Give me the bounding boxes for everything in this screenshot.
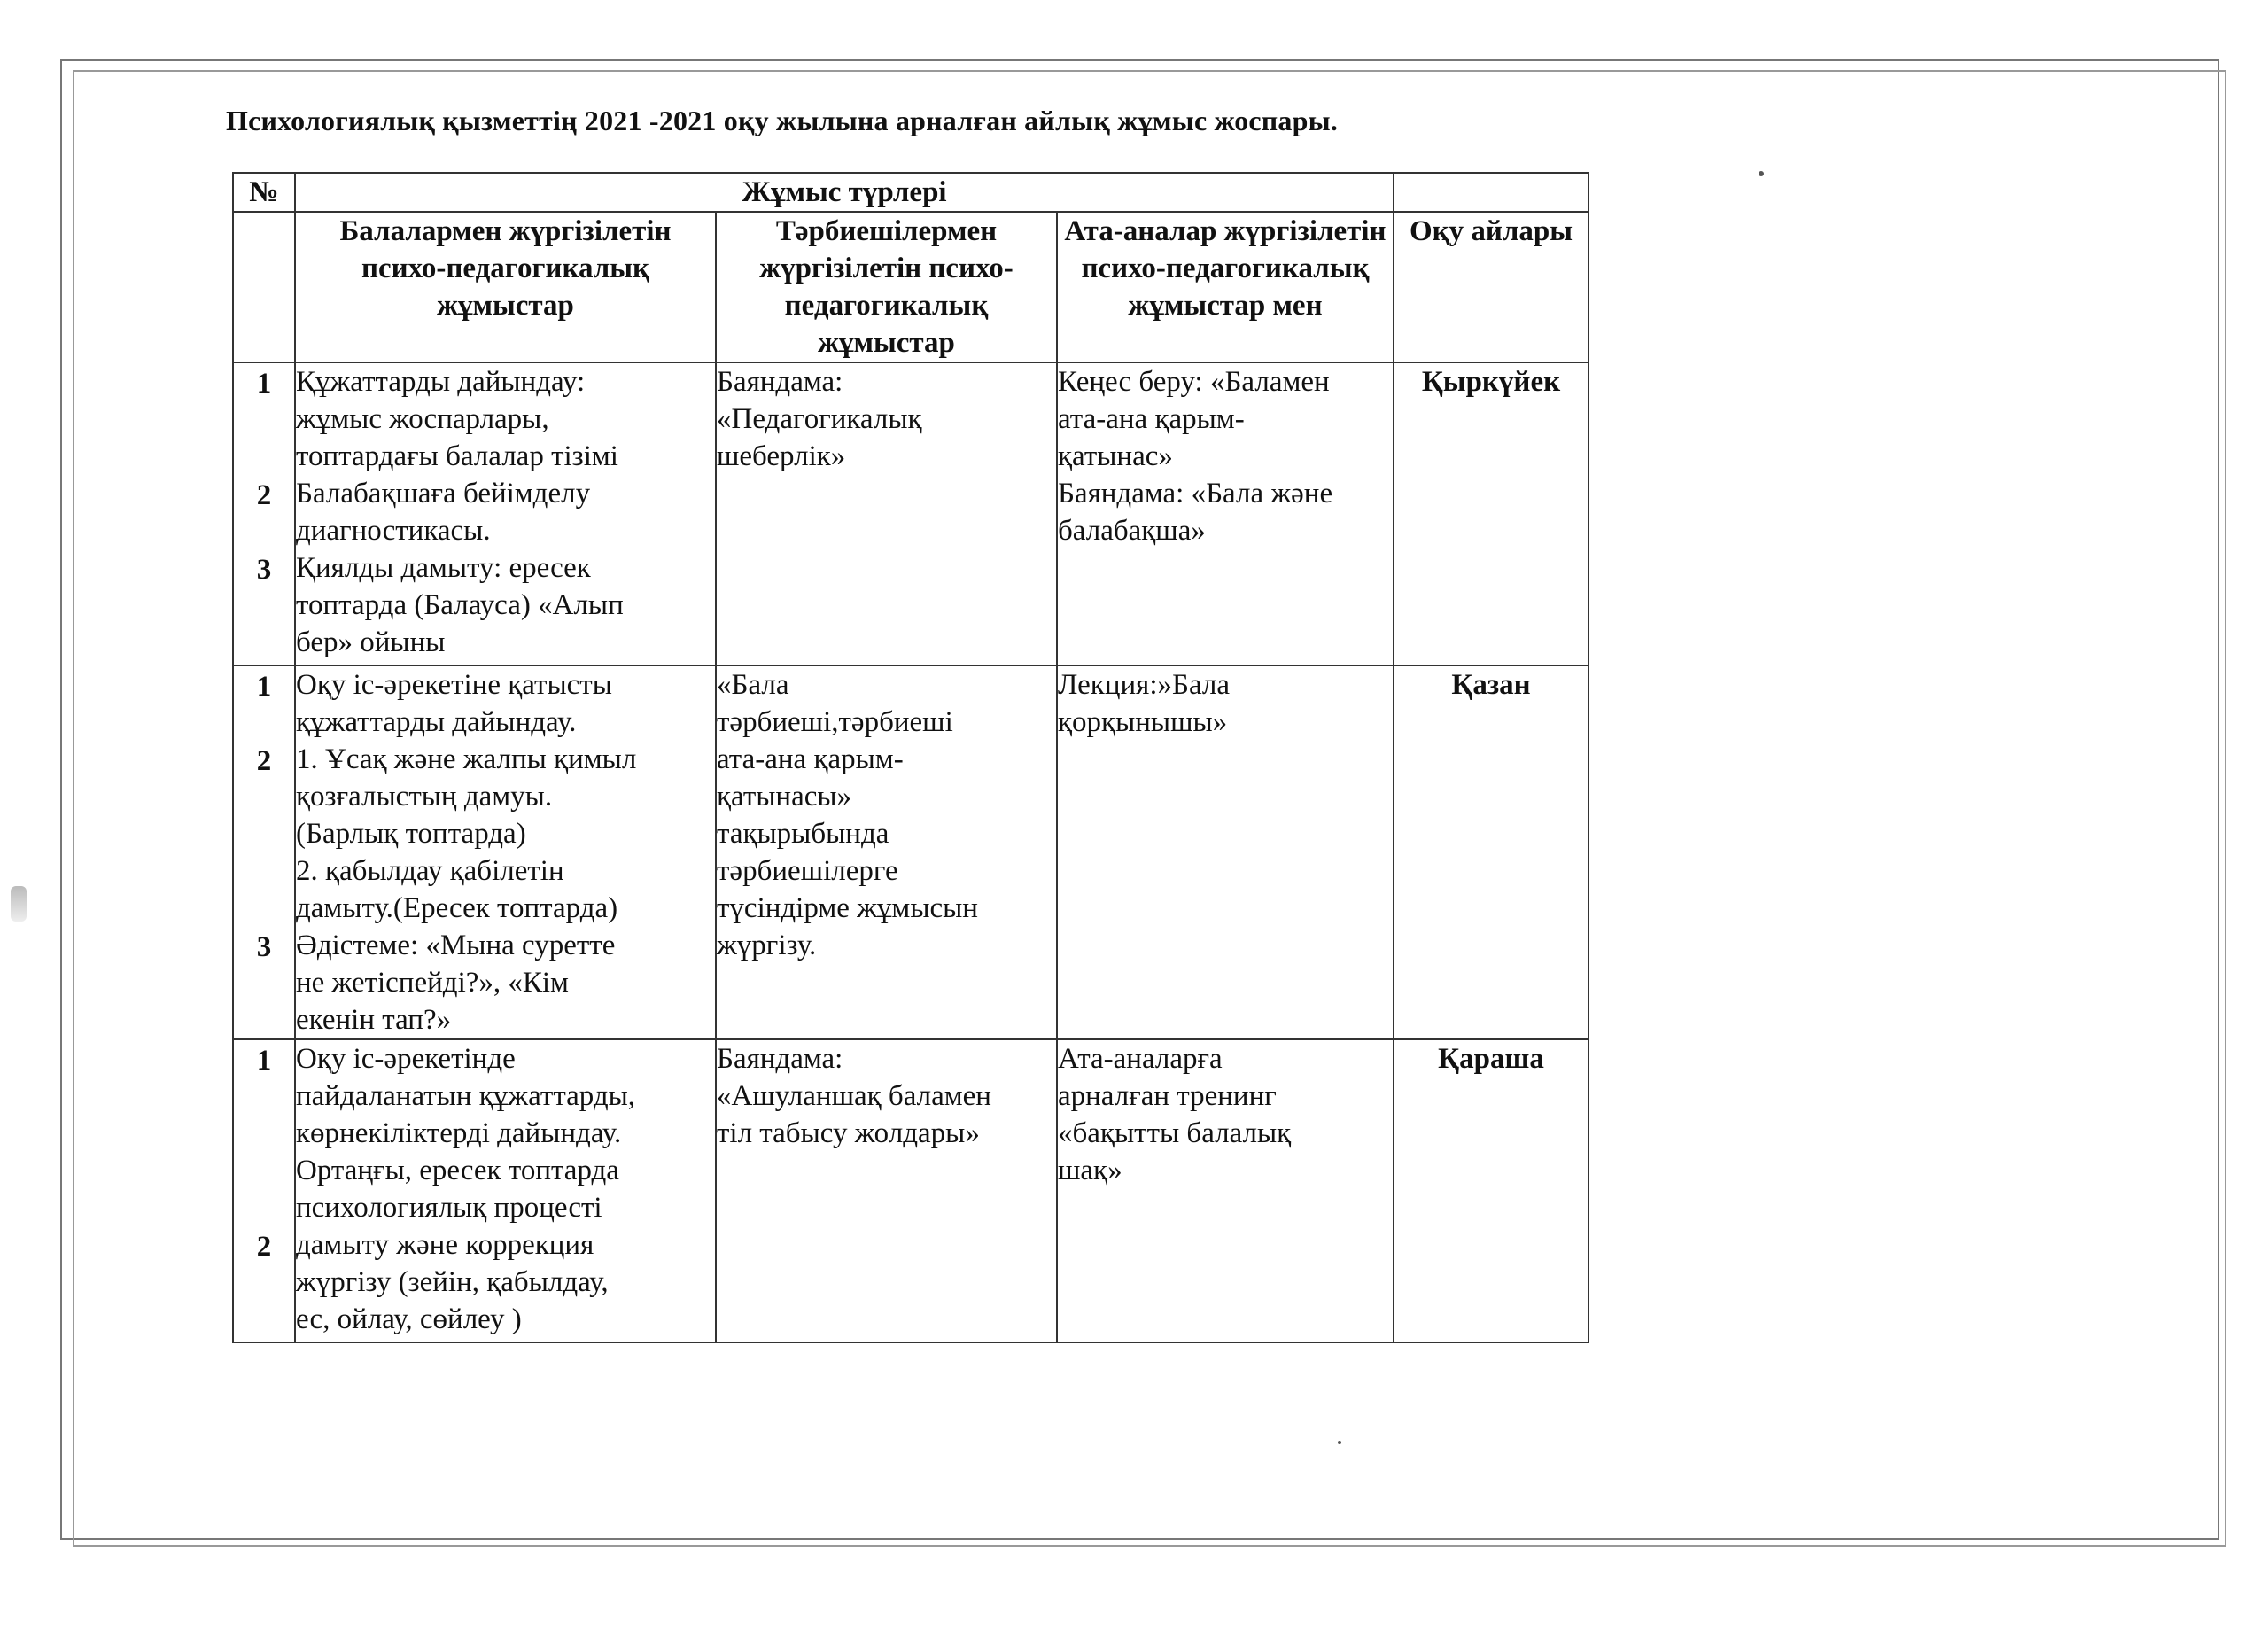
teachers-work-cell: «Бала тәрбиеші,тәрбиеші ата-ана қарым- қатынасы» тақырыбында тәрбиешілерге түсіндірме жұмысын жүргізу. <box>716 665 1057 1039</box>
item-number: 1 <box>256 368 272 400</box>
row-numbers <box>233 362 295 665</box>
parents-work-cell: Кеңес беру: «Баламен ата-ана қарым- қатынас» Баяндама: «Бала және балабақша» <box>1057 362 1394 665</box>
item-number: 3 <box>256 931 272 963</box>
children-column-header: Балалармен жүргізілетін психо-педагогикалық жұмыстар <box>295 212 716 362</box>
empty-header-cell <box>1394 173 1588 212</box>
row-numbers <box>233 1039 295 1342</box>
month-cell: Қыркүйек <box>1394 362 1588 665</box>
row-numbers <box>233 665 295 1039</box>
parents-work-cell: Ата-аналарға арналған тренинг «бақытты балалық шақ» <box>1057 1039 1394 1342</box>
item-number: 1 <box>256 1045 272 1077</box>
table-row <box>233 362 1588 665</box>
empty-number-header <box>233 212 295 362</box>
scan-speck <box>1338 1441 1341 1444</box>
header-row-columns <box>233 212 1588 362</box>
item-number: 3 <box>256 554 272 586</box>
table-row <box>233 665 1588 1039</box>
month-cell: Қараша <box>1394 1039 1588 1342</box>
header-row-top <box>233 173 1588 212</box>
children-work-cell: Құжаттарды дайындау: жұмыс жоспарлары, топтардағы балалар тізімі Балабақшаға бейімделу диагностикасы. Қиялды дамыту: ересек топтарда (Балауса) «Алып бер» ойыны <box>295 362 716 665</box>
teachers-column-header: Тәрбиешілермен жүргізілетін психо-педагогикалық жұмыстар <box>716 212 1057 362</box>
work-types-header: Жұмыс түрлері <box>295 173 1394 212</box>
parents-column-header: Ата-аналар жүргізілетін психо-педагогикалық жұмыстар мен <box>1057 212 1394 362</box>
table-row <box>233 1039 1588 1342</box>
work-plan-table <box>232 172 1589 1343</box>
item-number: 2 <box>256 745 272 777</box>
document-title: Психологиялық қызметтің 2021 -2021 оқу жылына арналған айлық жұмыс жоспары. <box>226 105 1339 136</box>
scan-margin-mark <box>11 886 27 922</box>
parents-work-cell: Лекция:»Бала қорқынышы» <box>1057 665 1394 1039</box>
teachers-work-cell: Баяндама: «Педагогикалық шеберлік» <box>716 362 1057 665</box>
months-column-header: Оқу айлары <box>1394 212 1588 362</box>
scan-speck <box>1759 171 1764 176</box>
children-work-cell: Оқу іс-әрекетінде пайдаланатын құжаттарды, көрнекіліктерді дайындау. Ортаңғы, ересек топтарда психологиялық процесті дамыту және коррекция жүргізу (зейін, қабылдау, ес, ойлау, сөйлеу ) <box>295 1039 716 1342</box>
number-column-header: № <box>233 173 295 212</box>
item-number: 2 <box>256 479 272 511</box>
item-number: 1 <box>256 671 272 703</box>
item-number: 2 <box>256 1231 272 1263</box>
children-work-cell: Оқу іс-әрекетіне қатысты құжаттарды дайындау. 1. Ұсақ және жалпы қимыл қозғалыстың дамуы. (Барлық топтарда) 2. қабылдау қабілетін дамыту.(Ересек топтарда) Әдістеме: «Мына суретте не жетіспейді?», «Кім екенін тап?» <box>295 665 716 1039</box>
teachers-work-cell: Баяндама: «Ашуланшақ баламен тіл табысу жолдары» <box>716 1039 1057 1342</box>
month-cell: Қазан <box>1394 665 1588 1039</box>
